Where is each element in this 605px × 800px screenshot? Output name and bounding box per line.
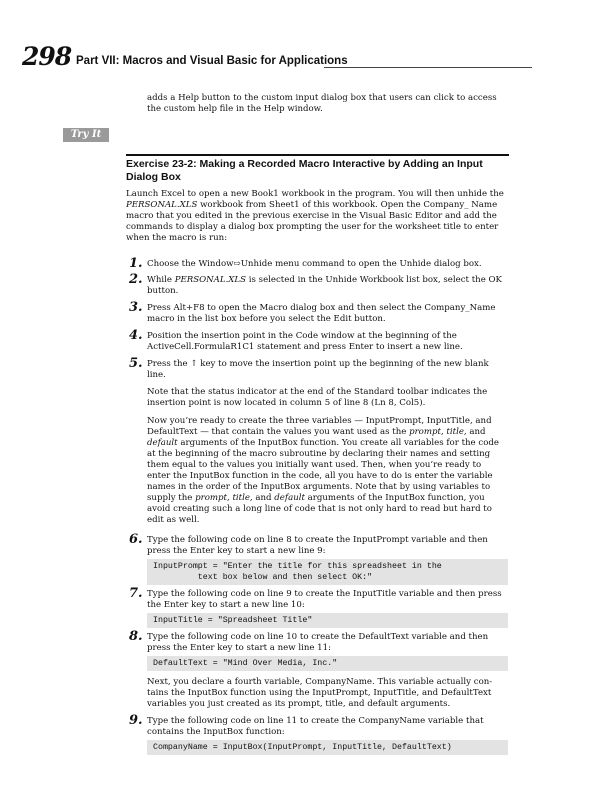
step-number: 5. xyxy=(129,356,143,371)
running-head: Part VII: Macros and Visual Basic for Applications xyxy=(76,55,348,67)
step-number: 1. xyxy=(129,256,143,271)
code-block: CompanyName = InputBox(InputPrompt, InputTitle, DefaultText) xyxy=(147,740,508,755)
code-block: InputPrompt = "Enter the title for this spreadsheet in the text box below and then select OK:" xyxy=(147,559,508,585)
exercise-rule xyxy=(126,154,509,156)
step-text: Type the following code on line 10 to create the DefaultText variable and then press the Enter key to start a new line 11: xyxy=(147,632,489,653)
fourth-variable-note: Next, you declare a fourth variable, CompanyName. This variable actually con- tains the InputBox function using the InputPrompt, InputTitle, and DefaultText variables you just created as its prompt, title, and default arguments. xyxy=(147,677,493,709)
step-text: Press Alt+F8 to open the Macro dialog box and then select the Company_Name macro in the list box before you select the Edit button. xyxy=(147,303,496,324)
step-text: Type the following code on line 11 to create the CompanyName variable that contains the InputBox function: xyxy=(147,716,484,737)
step-number: 7. xyxy=(129,586,143,601)
step-number: 6. xyxy=(129,532,143,547)
status-note: Note that the status indicator at the end of the Standard toolbar indicates the insertion point is now located in column 5 of line 8 (Ln 8, Col5). xyxy=(147,387,488,408)
top-paragraph: adds a Help button to the custom input dialog box that users can click to access the custom help file in the Help window. xyxy=(147,93,497,114)
step-number: 4. xyxy=(129,328,143,343)
exercise-title: Exercise 23-2: Making a Recorded Macro Interactive by Adding an Input Dialog Box xyxy=(126,158,483,183)
exercise-intro: Launch Excel to open a new Book1 workbook in the program. You will then unhide the PERSONAL.XLS workbook from Sheet1 of this workbook. Open the Company_ Name macro that you edited in the previous exercise in the Visual Basic Editor and add the commands to display a dialog box prompting the user for the worksheet title to enter when the macro is run: xyxy=(126,189,504,243)
variables-note: Now you’re ready to create the three variables — InputPrompt, InputTitle, and DefaultText — that contain the values you want used as the prompt, title, and default arguments of the InputBox function. You create all variables for the code at the beginning of the macro subroutine by declaring their names and setting them equal to the values you initially want used. Then, when you’re ready to enter the InputBox function in the code, all you have to do is enter the variable names in the order of the InputBox arguments. Note that by using variables to supply the prompt, title, and default arguments of the InputBox function, you avoid creating such a long line of code that is not only hard to read but hard to edit as well. xyxy=(147,416,499,525)
step-text: Position the insertion point in the Code window at the beginning of the ActiveCell.FormulaR1C1 statement and press Enter to insert a new line. xyxy=(147,331,463,352)
code-block: DefaultText = "Mind Over Media, Inc." xyxy=(147,656,508,671)
step-number: 3. xyxy=(129,300,143,315)
step-text: Choose the Window⇨Unhide menu command to open the Unhide dialog box. xyxy=(147,259,482,269)
step-text: Type the following code on line 8 to create the InputPrompt variable and then press the Enter key to start a new line 9: xyxy=(147,535,488,556)
step-number: 8. xyxy=(129,629,143,644)
step-number: 9. xyxy=(129,713,143,728)
page-number: 298 xyxy=(22,42,72,71)
code-block: InputTitle = "Spreadsheet Title" xyxy=(147,613,508,628)
step-text: While PERSONAL.XLS is selected in the Unhide Workbook list box, select the OK button. xyxy=(147,275,502,296)
step-text: Type the following code on line 9 to create the InputTitle variable and then press the Enter key to start a new line 10: xyxy=(147,589,502,610)
step-text: Press the ↑ key to move the insertion point up the beginning of the new blank line. xyxy=(147,359,489,380)
step-number: 2. xyxy=(129,272,143,287)
header-rule xyxy=(324,67,532,68)
try-it-badge: Try It xyxy=(63,128,109,142)
